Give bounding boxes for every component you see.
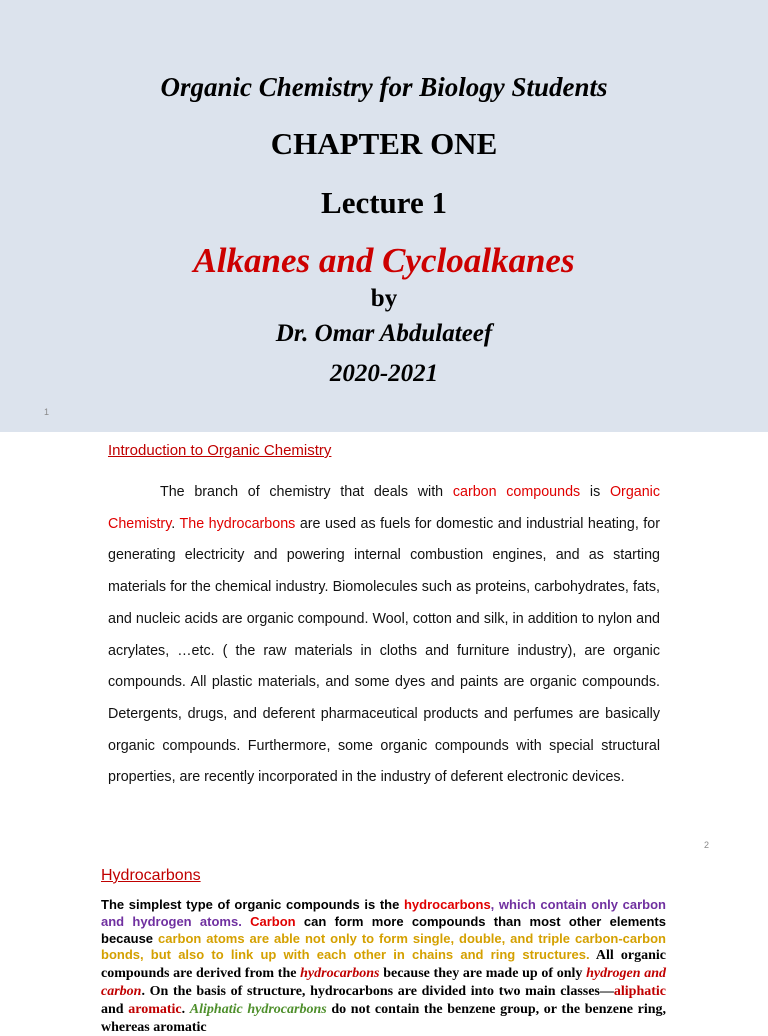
- text-run: because they are made up of only: [379, 966, 587, 982]
- by-label: by: [370, 285, 398, 312]
- text-run: can form more compounds than most other elements because: [101, 913, 666, 946]
- text-run: All organic compounds are derived from the: [101, 948, 666, 982]
- topic-title: Alkanes and Cycloalkanes: [193, 241, 575, 280]
- academic-year: 2020-2021: [329, 360, 439, 387]
- text-run: [242, 914, 250, 929]
- lecture-title: Lecture 1: [321, 185, 447, 220]
- highlight-aliphatic: aliphatic: [613, 983, 666, 999]
- text-run: .: [171, 515, 180, 532]
- author-name: Dr. Omar Abdulateef: [275, 320, 493, 347]
- highlight-hydrogen-carbon: hydrogen and carbon: [101, 966, 666, 999]
- highlight-aliphatic-hydrocarbons: Aliphatic hydrocarbons: [189, 1001, 327, 1017]
- highlight-carbon-hydrogen: , which contain only carbon and hydrogen atoms.: [101, 897, 666, 929]
- highlight-carbon-compounds: carbon compounds: [452, 484, 581, 500]
- text-run: do not contain the benzene group, or the benzene ring, whereas aromatic: [101, 1001, 666, 1035]
- highlight-hydrocarbons: The hydrocarbons: [179, 515, 296, 532]
- page-number: 2: [704, 840, 710, 850]
- highlight-hydrocarbons: hydrocarbons: [403, 897, 491, 912]
- course-title: Organic Chemistry for Biology Students: [160, 72, 608, 102]
- text-run: and: [101, 1001, 129, 1017]
- text-run: The simplest type of organic compounds is the: [101, 897, 404, 912]
- highlight-carbon-bonds: carbon atoms are able not only to form single, double, and triple carbon-carbon bonds, but also to link up with each other in chains and ring structures.: [101, 930, 666, 963]
- hydrocarbons-heading: Hydrocarbons: [101, 867, 201, 884]
- intro-paragraph: [108, 477, 660, 794]
- highlight-carbon: Carbon: [250, 913, 296, 929]
- text-run: are used as fuels for domestic and industrial heating, for generating electricity and powering internal combustion engines, and as starting materials for the chemical industry. Biomolecules such as proteins, carbohydrates, fats, and nucleic acids are organic compound. Wool, cotton and silk, in addition to nylon and acrylates, …etc. ( the raw materials in cloths and furniture industry), are organic compounds. All plastic materials, and some dyes and paints are organic compounds. Detergents, drugs, and deferent pharmaceutical products and perfumes are basically organic compounds. Furthermore, some organic compounds with special structural properties, are recently incorporated in the industry of deferent electronic devices.: [108, 515, 660, 786]
- page-number: 1: [44, 407, 50, 417]
- text-run: .: [181, 1001, 190, 1017]
- chapter-title: CHAPTER ONE: [270, 126, 498, 161]
- title-slide: [0, 0, 768, 432]
- highlight-hydrocarbons-italic: hydrocarbons: [300, 966, 380, 982]
- intro-heading: Introduction to Organic Chemistry: [108, 442, 332, 459]
- text-run: The branch of chemistry that deals with: [160, 484, 453, 500]
- highlight-organic-chemistry: Organic Chemistry: [108, 484, 660, 532]
- highlight-aromatic: aromatic: [128, 1001, 182, 1017]
- text-run: is: [580, 484, 610, 500]
- hydrocarbons-paragraph: [101, 897, 666, 1036]
- text-run: . On the basis of structure, hydrocarbons are divided into two main classes—: [141, 983, 614, 999]
